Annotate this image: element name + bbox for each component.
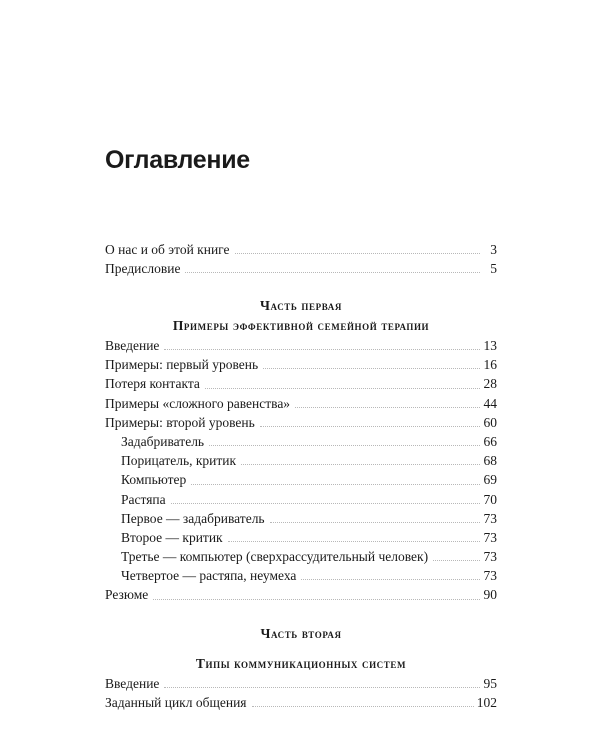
toc-entry-label: Растяпа (121, 491, 166, 507)
toc-entry-label: Примеры: первый уровень (105, 357, 259, 373)
toc-subentry[interactable] (105, 432, 497, 451)
toc-entry-page: 70 (483, 491, 497, 507)
toc-entry-label: Введение (105, 338, 160, 353)
toc-entry-label: Первое — задабриватель (121, 510, 265, 526)
toc-entry[interactable] (105, 394, 497, 413)
dot-leader (235, 252, 480, 254)
toc-entry-page: 102 (476, 695, 497, 711)
toc-entry-page: 28 (483, 376, 497, 392)
toc-subentry[interactable] (105, 509, 497, 528)
toc-entry-page: 16 (483, 357, 497, 373)
toc-entry-page: 73 (483, 568, 497, 584)
dot-leader (301, 578, 480, 580)
toc-entry-label: Задабриватель (121, 433, 205, 449)
dot-leader (295, 406, 480, 408)
toc-entry-label: Введение (105, 676, 160, 691)
toc-subentry[interactable] (105, 470, 497, 489)
toc-entry-label: Примеры «сложного равенства» (105, 395, 291, 411)
dot-leader (185, 271, 480, 273)
dot-leader (260, 425, 480, 427)
dot-leader (252, 705, 474, 707)
toc-entry-page: 13 (483, 338, 497, 353)
toc-entry[interactable] (105, 336, 497, 355)
dot-leader (228, 540, 480, 542)
toc-subentry[interactable] (105, 451, 497, 470)
toc-entry-page: 73 (483, 529, 497, 545)
toc-entry[interactable] (105, 585, 497, 604)
toc-entry-page: 73 (483, 510, 497, 526)
part-title: Примеры эффективной семейной терапии (172, 318, 430, 333)
toc-entry-page: 68 (483, 453, 497, 469)
page-title: Оглавление (105, 146, 250, 174)
toc-entry[interactable] (105, 374, 497, 393)
toc-entry-label: Компьютер (121, 472, 187, 488)
dot-leader (205, 387, 480, 389)
toc-entry-label: Заданный цикл общения (105, 695, 247, 711)
toc-entry-label: Четвертое — растяпа, неумеха (121, 568, 297, 584)
toc-entry-page: 90 (483, 587, 497, 603)
toc-entry-page: 5 (490, 261, 497, 277)
toc-entry-page: 44 (483, 395, 497, 411)
dot-leader (164, 686, 480, 688)
toc-entry-label: Порицатель, критик (121, 453, 237, 469)
toc-entry[interactable] (105, 240, 497, 259)
toc-part-two (105, 624, 497, 712)
toc-entry-label: Предисловие (105, 261, 181, 277)
toc-entry-label: Потеря контакта (105, 376, 200, 392)
toc-intro (105, 240, 497, 278)
dot-leader (153, 598, 480, 600)
dot-leader (263, 367, 480, 369)
toc-entry-label: Резюме (105, 587, 149, 603)
toc-subentry[interactable] (105, 490, 497, 509)
part-label: Часть первая (260, 298, 342, 313)
toc-entry-label: Третье — компьютер (сверхрассудительный человек) (121, 549, 429, 565)
toc-entry-page: 60 (483, 414, 497, 430)
dot-leader (171, 502, 480, 504)
toc-entry-label: Второе — критик (121, 529, 223, 545)
toc-entry-page: 73 (483, 549, 497, 565)
toc-entry-page: 69 (483, 472, 497, 488)
dot-leader (270, 521, 480, 523)
toc-entry-page: 3 (490, 242, 497, 257)
toc-subentry[interactable] (105, 566, 497, 585)
dot-leader (433, 559, 480, 561)
toc-entry-page: 66 (483, 433, 497, 449)
toc-entry-page: 95 (483, 676, 497, 691)
dot-leader (241, 463, 480, 465)
toc-entry-label: О нас и об этой книге (105, 242, 230, 257)
toc-entry[interactable] (105, 355, 497, 374)
toc-subentry[interactable] (105, 528, 497, 547)
part-title: Типы коммуникационных систем (195, 656, 407, 671)
toc-part-one (105, 296, 497, 605)
toc-entry[interactable] (105, 693, 497, 712)
part-label: Часть вторая (260, 626, 342, 641)
dot-leader (209, 444, 480, 446)
toc-entry[interactable] (105, 674, 497, 693)
toc-entry[interactable] (105, 259, 497, 278)
dot-leader (191, 483, 480, 485)
toc-subentry[interactable] (105, 547, 497, 566)
toc-entry[interactable] (105, 413, 497, 432)
toc-entry-label: Примеры: второй уровень (105, 414, 255, 430)
dot-leader (164, 348, 480, 350)
